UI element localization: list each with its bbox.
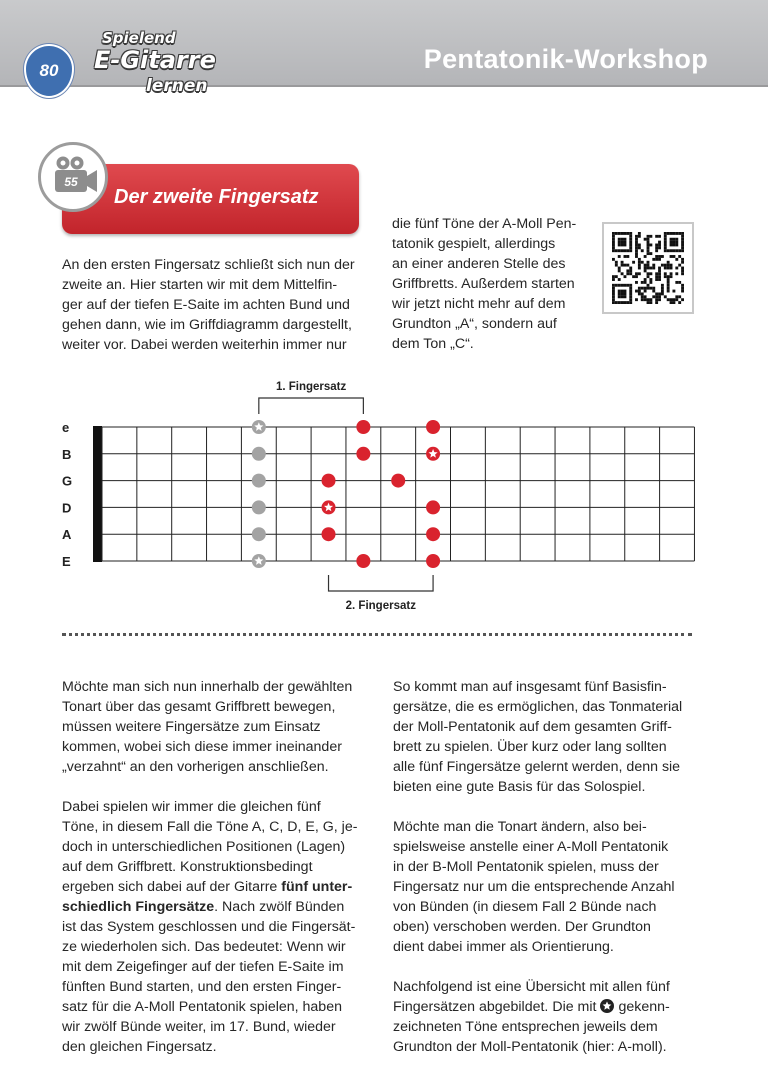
video-camera-icon	[41, 145, 105, 209]
string-label: A	[62, 527, 72, 543]
note-marker	[356, 554, 370, 568]
note-marker	[322, 527, 336, 541]
fretboard-svg	[0, 374, 768, 614]
text-line: alle fünf Fingersätze gelernt werden, denn sie	[393, 759, 681, 775]
note-marker	[252, 474, 266, 488]
text-line: brett zu spielen. Über kurz oder lang sollten	[393, 739, 667, 755]
note-marker	[391, 474, 405, 488]
text-line: zeichneten Töne entsprechen jeweils dem	[393, 1019, 658, 1035]
note-marker	[426, 527, 440, 541]
text-line: Griffbretts. Außerdem starten	[392, 276, 575, 292]
book-logo	[94, 26, 224, 100]
text-span: den gleichen Fingersatz.	[62, 1039, 217, 1055]
fretboard-diagram	[0, 374, 768, 619]
logo-line-3: lernen	[146, 76, 208, 96]
note-marker	[356, 420, 370, 434]
bold-phrase: fünf unter-	[281, 879, 353, 895]
text-span: wir zwölf Bünde weiter, im 17. Bund, wieder	[62, 1019, 336, 1035]
text-line: wir jetzt nicht mehr auf dem	[392, 296, 566, 312]
second-fingering-bracket	[329, 575, 434, 591]
video-number: 55	[64, 175, 78, 189]
text-line: an einer anderen Stelle des	[392, 256, 566, 272]
body-right-column	[393, 677, 693, 1057]
first-fingering-label: 1. Fingersatz	[275, 381, 347, 393]
text-line: zweite an. Hier starten wir mit dem Mittelfin-	[62, 277, 338, 293]
body-right-paragraph-2	[393, 817, 693, 957]
dotted-divider	[62, 633, 692, 636]
string-label: e	[62, 420, 70, 435]
text-line: An den ersten Fingersatz schließt sich nun der	[62, 257, 355, 273]
intro-right-text	[392, 214, 597, 354]
text-line: kommen, wobei sich diese immer ineinander	[62, 739, 342, 755]
qr-code	[602, 222, 694, 314]
note-marker	[322, 474, 336, 488]
text-span: Töne, in diesem Fall die Töne A, C, D, E, G, je-	[62, 819, 358, 835]
chapter-title: Pentatonik-Workshop	[423, 44, 708, 74]
text-span: satz für die A-Moll Pentatonik spielen, haben	[62, 999, 342, 1015]
text-span: auf dem Griffbrett. Konstruktionsbedingt	[62, 859, 313, 875]
text-line	[62, 897, 372, 917]
string-label: E	[62, 554, 71, 569]
fretboard-nut	[93, 426, 102, 562]
text-line: ger auf der tiefen E-Saite im achten Bund und	[62, 297, 350, 313]
bold-phrase: schiedlich Fingersätze	[62, 899, 215, 915]
text-line: Möchte man die Tonart ändern, also bei-	[393, 819, 647, 835]
text-line: müssen weitere Fingersätze zum Einsatz	[62, 719, 321, 735]
logo-line-2: E-Gitarre	[94, 46, 216, 74]
text-line: gersätze, die es ermöglichen, das Tonmaterial	[393, 699, 683, 715]
root-note-icon	[596, 998, 618, 1014]
text-span: Dabei spielen wir immer die gleichen fünf	[62, 799, 321, 815]
text-span: fünften Bund starten, und den ersten Finger-	[62, 979, 342, 995]
text-line	[62, 1037, 372, 1057]
note-marker	[426, 500, 440, 514]
qr-code-icon	[612, 232, 684, 304]
section-title: Der zweite Fingersatz	[114, 186, 319, 208]
page-header	[0, 0, 768, 96]
text-line: Möchte man sich nun innerhalb der gewählten	[62, 679, 353, 695]
string-label: G	[62, 473, 73, 489]
text-line: oben) verschoben werden. Der Grundton	[393, 919, 651, 935]
text-line	[62, 837, 372, 857]
text-line: Grundton der Moll-Pentatonik (hier: A-moll).	[393, 1039, 667, 1055]
text-line: bieten eine gute Basis für das Solospiel.	[393, 779, 646, 795]
text-line	[62, 877, 372, 897]
text-line	[62, 917, 372, 937]
text-line: Tonart über das gesamt Griffbrett bewegen,	[62, 699, 336, 715]
text-line: dem Ton „C“.	[392, 336, 474, 352]
intro-left-text	[62, 255, 372, 355]
text-line: spielsweise anstelle einer A-Moll Pentatonik	[393, 839, 669, 855]
logo-line-1: Spielend	[102, 29, 176, 47]
text-span: Fingersätzen abgebildet. Die mit	[393, 999, 597, 1015]
text-line	[62, 1017, 372, 1037]
text-line	[62, 977, 372, 997]
text-line	[62, 797, 372, 817]
body-left-column	[62, 677, 372, 1057]
note-marker	[426, 420, 440, 434]
body-right-paragraph-3	[393, 977, 693, 1057]
note-marker	[426, 554, 440, 568]
text-span: doch in unterschiedlichen Positionen (Lagen)	[62, 839, 346, 855]
body-left-paragraph-2	[62, 797, 372, 1057]
text-line: von Bünden (in diesem Fall 2 Bünde nach	[393, 899, 657, 915]
text-line: der Moll-Pentatonik auf dem gesamten Griff-	[393, 719, 672, 735]
page-number-badge	[24, 44, 74, 98]
second-fingering-label: 2. Fingersatz	[345, 600, 416, 612]
text-line: die fünf Töne der A-Moll Pen-	[392, 216, 577, 232]
string-label: D	[62, 500, 72, 516]
text-line: dient dabei immer als Orientierung.	[393, 939, 614, 955]
text-line: gehen dann, wie im Griffdiagramm dargestellt,	[62, 317, 352, 333]
text-span: gekenn-	[618, 999, 670, 1015]
text-line	[62, 937, 372, 957]
text-line: „verzahnt“ an den vorherigen anschließen.	[62, 759, 329, 775]
note-marker	[252, 447, 266, 461]
body-left-paragraph-1	[62, 677, 372, 777]
note-marker	[356, 447, 370, 461]
text-line: Grundton „A“, sondern auf	[392, 316, 557, 332]
page-number: 80	[39, 61, 59, 80]
text-span: ergeben sich dabei auf der Gitarre	[62, 879, 278, 895]
string-label: B	[62, 446, 72, 462]
text-line	[62, 817, 372, 837]
text-line	[62, 857, 372, 877]
text-line: in der B-Moll Pentatonik spielen, muss der	[393, 859, 659, 875]
text-line	[393, 997, 693, 1017]
body-right-paragraph-1	[393, 677, 693, 797]
text-line: Nachfolgend ist eine Übersicht mit allen fünf	[393, 979, 670, 995]
text-line: weiter vor. Dabei werden weiterhin immer nur	[62, 337, 347, 353]
text-line	[62, 997, 372, 1017]
first-fingering-bracket	[259, 398, 364, 414]
text-span: ze wiederholen sich. Das bedeutet: Wenn wir	[62, 939, 346, 955]
note-marker	[252, 500, 266, 514]
text-line: So kommt man auf insgesamt fünf Basisfin-	[393, 679, 667, 695]
text-span: ist das System geschlossen und die Fingersät-	[62, 919, 356, 935]
text-line: Fingersatz nur um die entsprechende Anzahl	[393, 879, 675, 895]
note-marker	[252, 527, 266, 541]
text-line	[62, 957, 372, 977]
video-badge	[38, 142, 108, 212]
text-span: mit dem Zeigefinger auf der tiefen E-Saite im	[62, 959, 344, 975]
text-line: tatonik gespielt, allerdings	[392, 236, 556, 252]
text-span: . Nach zwölf Bünden	[214, 899, 345, 915]
